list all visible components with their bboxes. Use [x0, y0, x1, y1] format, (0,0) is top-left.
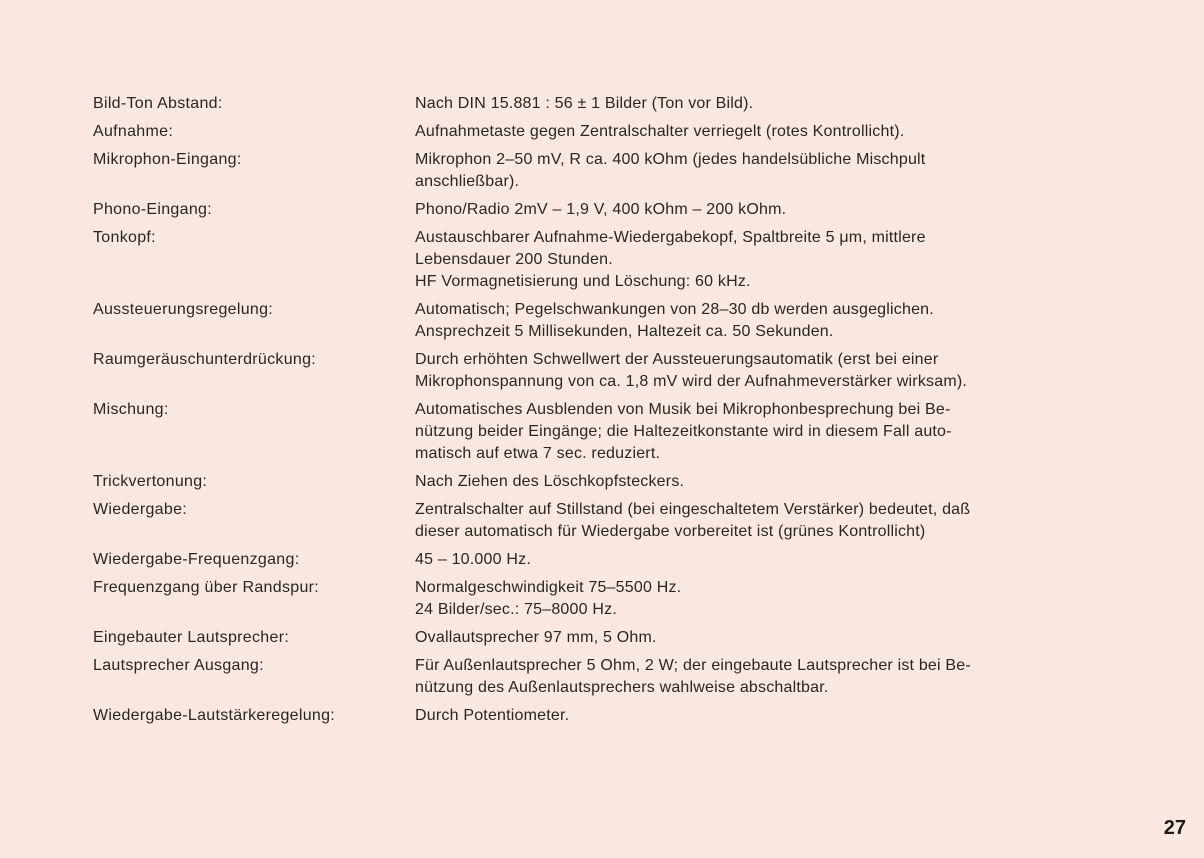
spec-row-aufnahme [93, 121, 1113, 143]
spec-value-line: Normalgeschwindigkeit 75–5500 Hz. [415, 579, 682, 596]
spec-row-eingebauter-lautsprecher [93, 627, 1113, 649]
spec-row-wiedergabe-frequenzgang [93, 549, 1113, 571]
spec-row-frequenzgang-randspur [93, 577, 1113, 621]
spec-value-line: anschließbar). [415, 173, 520, 190]
spec-label: Phono-Eingang: [93, 201, 212, 218]
spec-value [415, 199, 1113, 221]
spec-row-wiedergabe-lautstaerkeregelung [93, 705, 1113, 727]
spec-row-mischung [93, 399, 1113, 465]
spec-label: Trickvertonung: [93, 473, 208, 490]
spec-row-bild-ton-abstand [93, 93, 1113, 115]
spec-value-line: Nach Ziehen des Löschkopfsteckers. [415, 473, 685, 490]
spec-value-line: 45 – 10.000 Hz. [415, 551, 531, 568]
spec-value-line: Mikrophonspannung von ca. 1,8 mV wird der Aufnahmeverstärker wirksam). [415, 373, 968, 390]
spec-value [415, 399, 1113, 465]
spec-value-line: nützung des Außenlautsprechers wahlweise abschaltbar. [415, 679, 829, 696]
spec-row-tonkopf [93, 227, 1113, 293]
spec-value [415, 349, 1113, 393]
spec-row-wiedergabe [93, 499, 1113, 543]
spec-value [415, 627, 1113, 649]
spec-value-line: Ansprechzeit 5 Millisekunden, Haltezeit ca. 50 Sekunden. [415, 323, 834, 340]
spec-label: Mischung: [93, 401, 169, 418]
spec-value [415, 121, 1113, 143]
spec-row-trickvertonung [93, 471, 1113, 493]
spec-label: Aussteuerungsregelung: [93, 301, 274, 318]
spec-row-phono-eingang [93, 199, 1113, 221]
page-number: 27 [1163, 817, 1186, 839]
spec-row-mikrophon-eingang [93, 149, 1113, 193]
spec-label: Aufnahme: [93, 123, 174, 140]
spec-value-line: Aufnahmetaste gegen Zentralschalter verriegelt (rotes Kontrollicht). [415, 123, 905, 140]
spec-label: Mikrophon-Eingang: [93, 151, 242, 168]
spec-value [415, 549, 1113, 571]
spec-value-line: Automatisch; Pegelschwankungen von 28–30 db werden ausgeglichen. [415, 301, 934, 318]
spec-row-lautsprecher-ausgang [93, 655, 1113, 699]
spec-row-aussteuerungsregelung [93, 299, 1113, 343]
spec-label: Eingebauter Lautsprecher: [93, 629, 290, 646]
spec-value-line: nützung beider Eingänge; die Haltezeitkonstante wird in diesem Fall auto- [415, 423, 952, 440]
spec-value-line: Zentralschalter auf Stillstand (bei eingeschaltetem Verstärker) bedeutet, daß [415, 501, 971, 518]
spec-value-line: Durch erhöhten Schwellwert der Aussteuerungsautomatik (erst bei einer [415, 351, 939, 368]
spec-value-line: Ovallautsprecher 97 mm, 5 Ohm. [415, 629, 657, 646]
spec-value-line: Austauschbarer Aufnahme-Wiedergabekopf, Spaltbreite 5 μm, mittlere [415, 229, 926, 246]
spec-label: Lautsprecher Ausgang: [93, 657, 264, 674]
spec-label: Frequenzgang über Randspur: [93, 579, 320, 596]
spec-value-line: dieser automatisch für Wiedergabe vorbereitet ist (grünes Kontrollicht) [415, 523, 926, 540]
spec-value-line: Durch Potentiometer. [415, 707, 570, 724]
spec-value [415, 705, 1113, 727]
spec-value-line: HF Vormagnetisierung und Löschung: 60 kHz. [415, 273, 751, 290]
spec-value-line: Mikrophon 2–50 mV, R ca. 400 kOhm (jedes handelsübliche Mischpult [415, 151, 926, 168]
spec-value [415, 299, 1113, 343]
spec-label: Wiedergabe: [93, 501, 188, 518]
spec-value [415, 149, 1113, 193]
spec-value [415, 93, 1113, 115]
spec-value-line: Phono/Radio 2mV – 1,9 V, 400 kOhm – 200 kOhm. [415, 201, 787, 218]
spec-label: Wiedergabe-Lautstärkeregelung: [93, 707, 336, 724]
spec-label: Wiedergabe-Frequenzgang: [93, 551, 300, 568]
spec-label: Tonkopf: [93, 229, 156, 246]
spec-value-line: Lebensdauer 200 Stunden. [415, 251, 613, 268]
spec-value-line: Für Außenlautsprecher 5 Ohm, 2 W; der eingebaute Lautsprecher ist bei Be- [415, 657, 971, 674]
spec-value [415, 577, 1113, 621]
spec-value-line: Automatisches Ausblenden von Musik bei Mikrophonbesprechung bei Be- [415, 401, 951, 418]
spec-list [93, 93, 1113, 733]
spec-value-line: Nach DIN 15.881 : 56 ± 1 Bilder (Ton vor Bild). [415, 95, 754, 112]
spec-value [415, 471, 1113, 493]
spec-value-line: matisch auf etwa 7 sec. reduziert. [415, 445, 661, 462]
spec-value [415, 499, 1113, 543]
spec-label: Raumgeräuschunterdrückung: [93, 351, 317, 368]
spec-value-line: 24 Bilder/sec.: 75–8000 Hz. [415, 601, 617, 618]
spec-label: Bild-Ton Abstand: [93, 95, 223, 112]
spec-value [415, 227, 1113, 293]
spec-value [415, 655, 1113, 699]
spec-row-raumgeraeuschunterdrueckung [93, 349, 1113, 393]
